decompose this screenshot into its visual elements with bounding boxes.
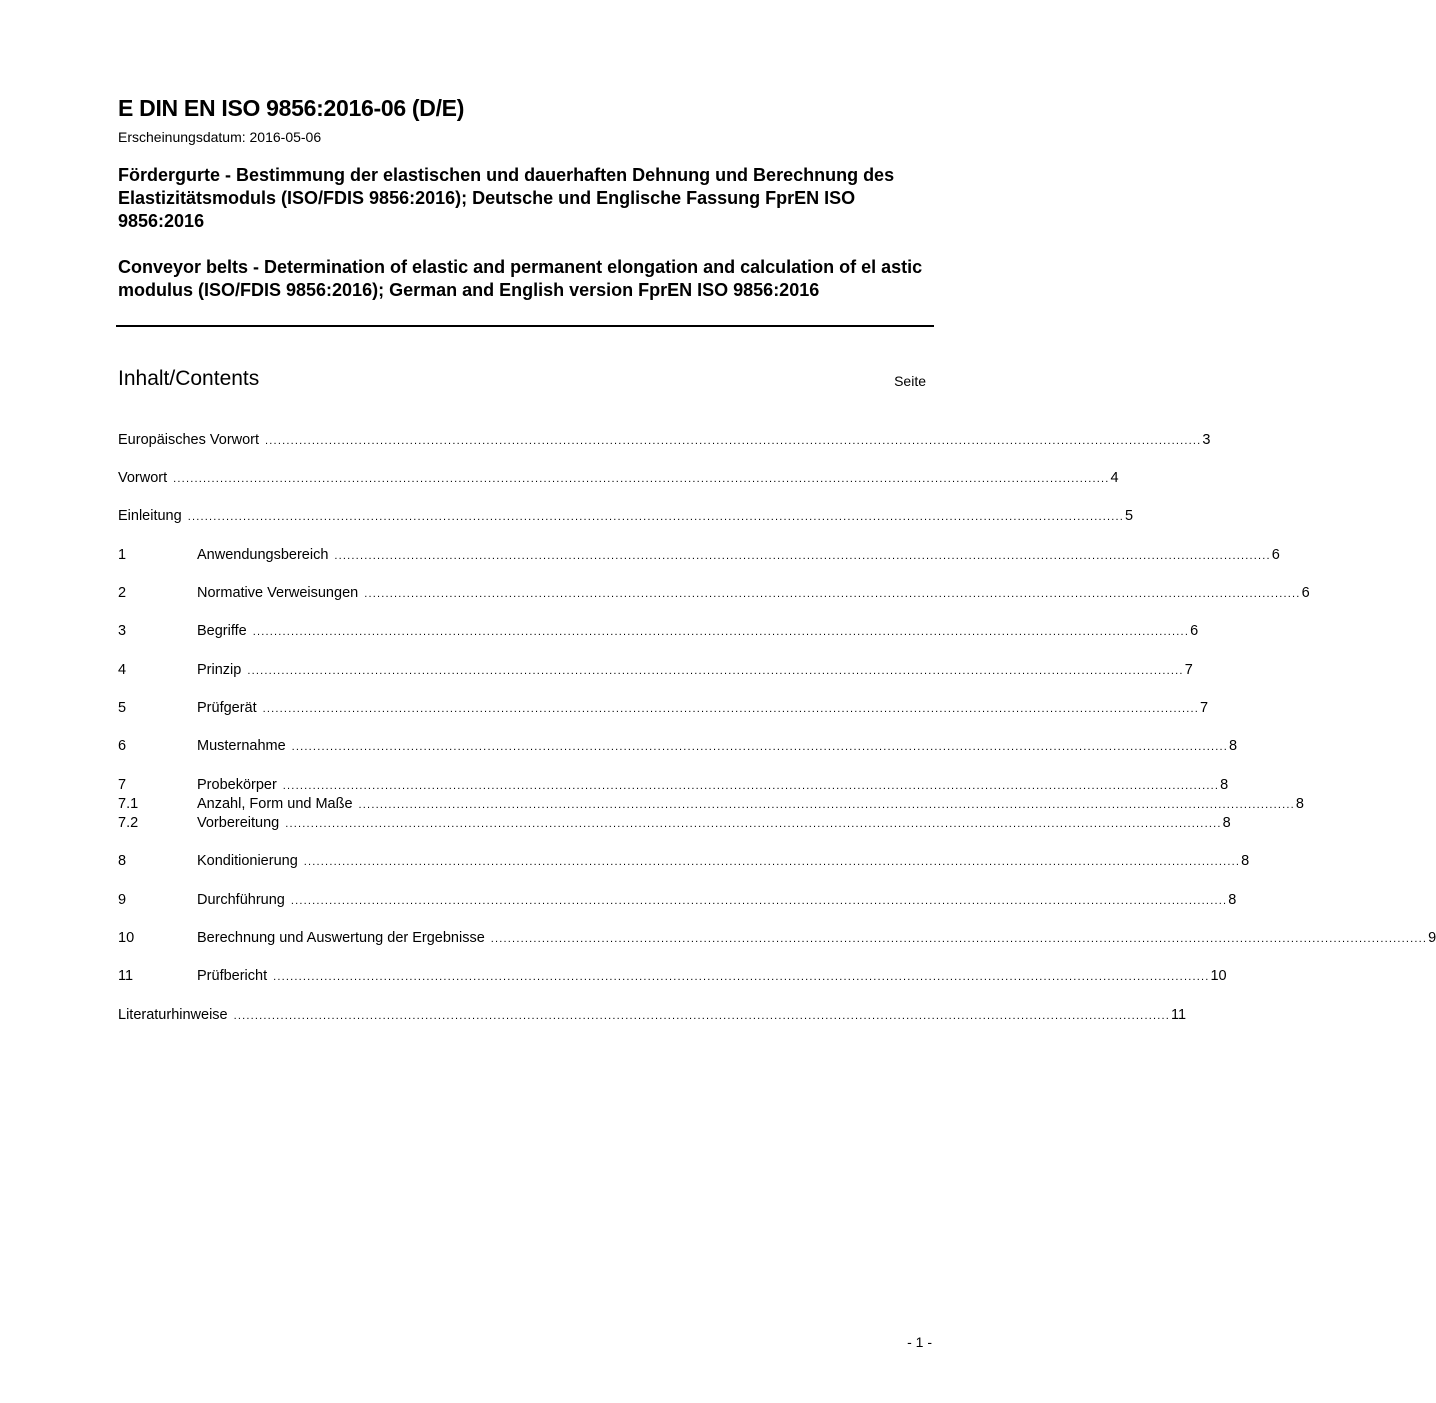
page-number: - 1 - (907, 1334, 932, 1350)
toc-entry[interactable] (118, 584, 1310, 602)
toc-heading: Inhalt/Contents (118, 367, 260, 390)
toc-entry-page: 8 (1228, 892, 1237, 908)
toc-leader-dots: ............................................................................................................................................................................................................................ (265, 435, 1202, 447)
toc-entry-label: Vorwort (118, 470, 168, 486)
title-divider (116, 325, 934, 327)
toc-entry-label: Einleitung (118, 508, 182, 524)
toc-entry-label: Probekörper (197, 777, 277, 793)
toc-entry-number: 7 (118, 777, 127, 793)
toc-entry[interactable] (118, 699, 1209, 717)
toc-entry-number: 3 (118, 623, 127, 639)
toc-entry[interactable] (118, 431, 1211, 449)
toc-entry[interactable] (118, 814, 1231, 832)
toc-entry-number: 7.2 (118, 815, 139, 831)
toc-entry-number: 2 (118, 585, 127, 601)
toc-entry[interactable] (118, 546, 1280, 564)
toc-entry-page: 7 (1200, 700, 1209, 716)
toc-entry-page: 5 (1125, 508, 1134, 524)
toc-entry-label: Berechnung und Auswertung der Ergebnisse (197, 930, 485, 946)
toc-entry-label: Normative Verweisungen (197, 585, 359, 601)
toc-leader-dots: ............................................................................................................................................................................................................................ (291, 741, 1229, 753)
toc-entry-number: 8 (118, 853, 127, 869)
toc-leader-dots: ............................................................................................................................................................................................................................ (187, 511, 1125, 523)
toc-entry-number: 1 (118, 547, 127, 563)
toc-entry[interactable] (118, 795, 1304, 813)
toc-entry[interactable] (118, 507, 1134, 525)
toc-leader-dots: ............................................................................................................................................................................................................................ (303, 856, 1241, 868)
toc-entry-number: 7.1 (118, 796, 139, 812)
toc-entry-number: 5 (118, 700, 127, 716)
toc-entry-label: Musternahme (197, 738, 286, 754)
toc-entry-page: 4 (1110, 470, 1119, 486)
toc-entry[interactable] (118, 967, 1227, 985)
toc-entry[interactable] (118, 852, 1250, 870)
toc-entry-label: Europäisches Vorwort (118, 432, 260, 448)
document-title: E DIN EN ISO 9856:2016-06 (D/E) (118, 95, 465, 121)
toc-entry-page: 6 (1301, 585, 1310, 601)
toc-entry-page: 8 (1229, 738, 1238, 754)
toc-leader-dots: ............................................................................................................................................................................................................................ (247, 665, 1184, 677)
toc-leader-dots: ............................................................................................................................................................................................................................ (490, 933, 1428, 945)
toc-entry-page: 3 (1202, 432, 1211, 448)
title-german: Fördergurte - Bestimmung der elastischen und dauerhaften Dehnung und Berechnung des Elastizitätsmoduls (ISO/FDIS 9856:2016); Deutsche und Englische Fassung FprEN ISO 9856:2016 (118, 165, 895, 231)
toc-entry-page: 8 (1241, 853, 1250, 869)
toc-entry-label: Literaturhinweise (118, 1007, 228, 1023)
toc-leader-dots: ............................................................................................................................................................................................................................ (173, 473, 1110, 485)
toc-entry-label: Anwendungsbereich (197, 547, 329, 563)
toc-entry-page: 8 (1295, 796, 1304, 812)
toc-leader-dots: ............................................................................................................................................................................................................................ (364, 588, 1301, 600)
toc-entry-label: Konditionierung (197, 853, 298, 869)
toc-leader-dots: ............................................................................................................................................................................................................................ (285, 818, 1222, 830)
toc-leader-dots: ............................................................................................................................................................................................................................ (252, 626, 1190, 638)
toc-leader-dots: ............................................................................................................................................................................................................................ (262, 703, 1200, 715)
toc-entry-number: 10 (118, 930, 135, 946)
toc-entry-page: 11 (1170, 1007, 1187, 1023)
toc-entry-page: 10 (1210, 968, 1227, 984)
toc-leader-dots: ............................................................................................................................................................................................................................ (358, 799, 1295, 811)
toc-entry[interactable] (118, 469, 1119, 487)
toc-entry-page: 8 (1220, 777, 1229, 793)
toc-entry[interactable] (118, 891, 1237, 909)
toc-entry-number: 4 (118, 662, 127, 678)
toc-entry-page: 6 (1190, 623, 1199, 639)
toc-leader-dots: ............................................................................................................................................................................................................................ (233, 1010, 1170, 1022)
toc-entry-page: 8 (1222, 815, 1231, 831)
toc-entry-number: 9 (118, 892, 127, 908)
toc-entry[interactable] (118, 1006, 1187, 1024)
toc-leader-dots: ............................................................................................................................................................................................................................ (273, 971, 1210, 983)
toc-entry-label: Begriffe (197, 623, 247, 639)
toc-entry-number: 6 (118, 738, 127, 754)
toc-entry-label: Durchführung (197, 892, 285, 908)
toc-entry-label: Prinzip (197, 662, 242, 678)
publication-date: Erscheinungsdatum: 2016-05-06 (118, 129, 322, 145)
toc-entry-label: Vorbereitung (197, 815, 280, 831)
toc-leader-dots: ............................................................................................................................................................................................................................ (290, 895, 1228, 907)
toc-leader-dots: ............................................................................................................................................................................................................................ (282, 780, 1220, 792)
toc-leader-dots: ............................................................................................................................................................................................................................ (334, 550, 1271, 562)
toc-entry[interactable] (118, 737, 1238, 755)
title-english: Conveyor belts - Determination of elastic and permanent elongation and calculation of el astic modulus (ISO/FDIS 9856:2016); German and English version FprEN ISO 9856:2016 (118, 257, 923, 300)
toc-entry[interactable] (118, 776, 1229, 794)
toc-entry[interactable] (118, 622, 1199, 640)
toc-entry-page: 9 (1428, 930, 1436, 946)
toc-entry-label: Anzahl, Form und Maße (197, 796, 353, 812)
toc-entry[interactable] (118, 661, 1193, 679)
toc-entry-label: Prüfbericht (197, 968, 268, 984)
toc-entry-number: 11 (118, 968, 134, 984)
toc-entry-label: Prüfgerät (197, 700, 257, 716)
toc-entry-page: 7 (1184, 662, 1193, 678)
toc-page-column-label: Seite (894, 373, 926, 389)
toc-entry[interactable] (118, 929, 1436, 947)
toc-entry-page: 6 (1271, 547, 1280, 563)
